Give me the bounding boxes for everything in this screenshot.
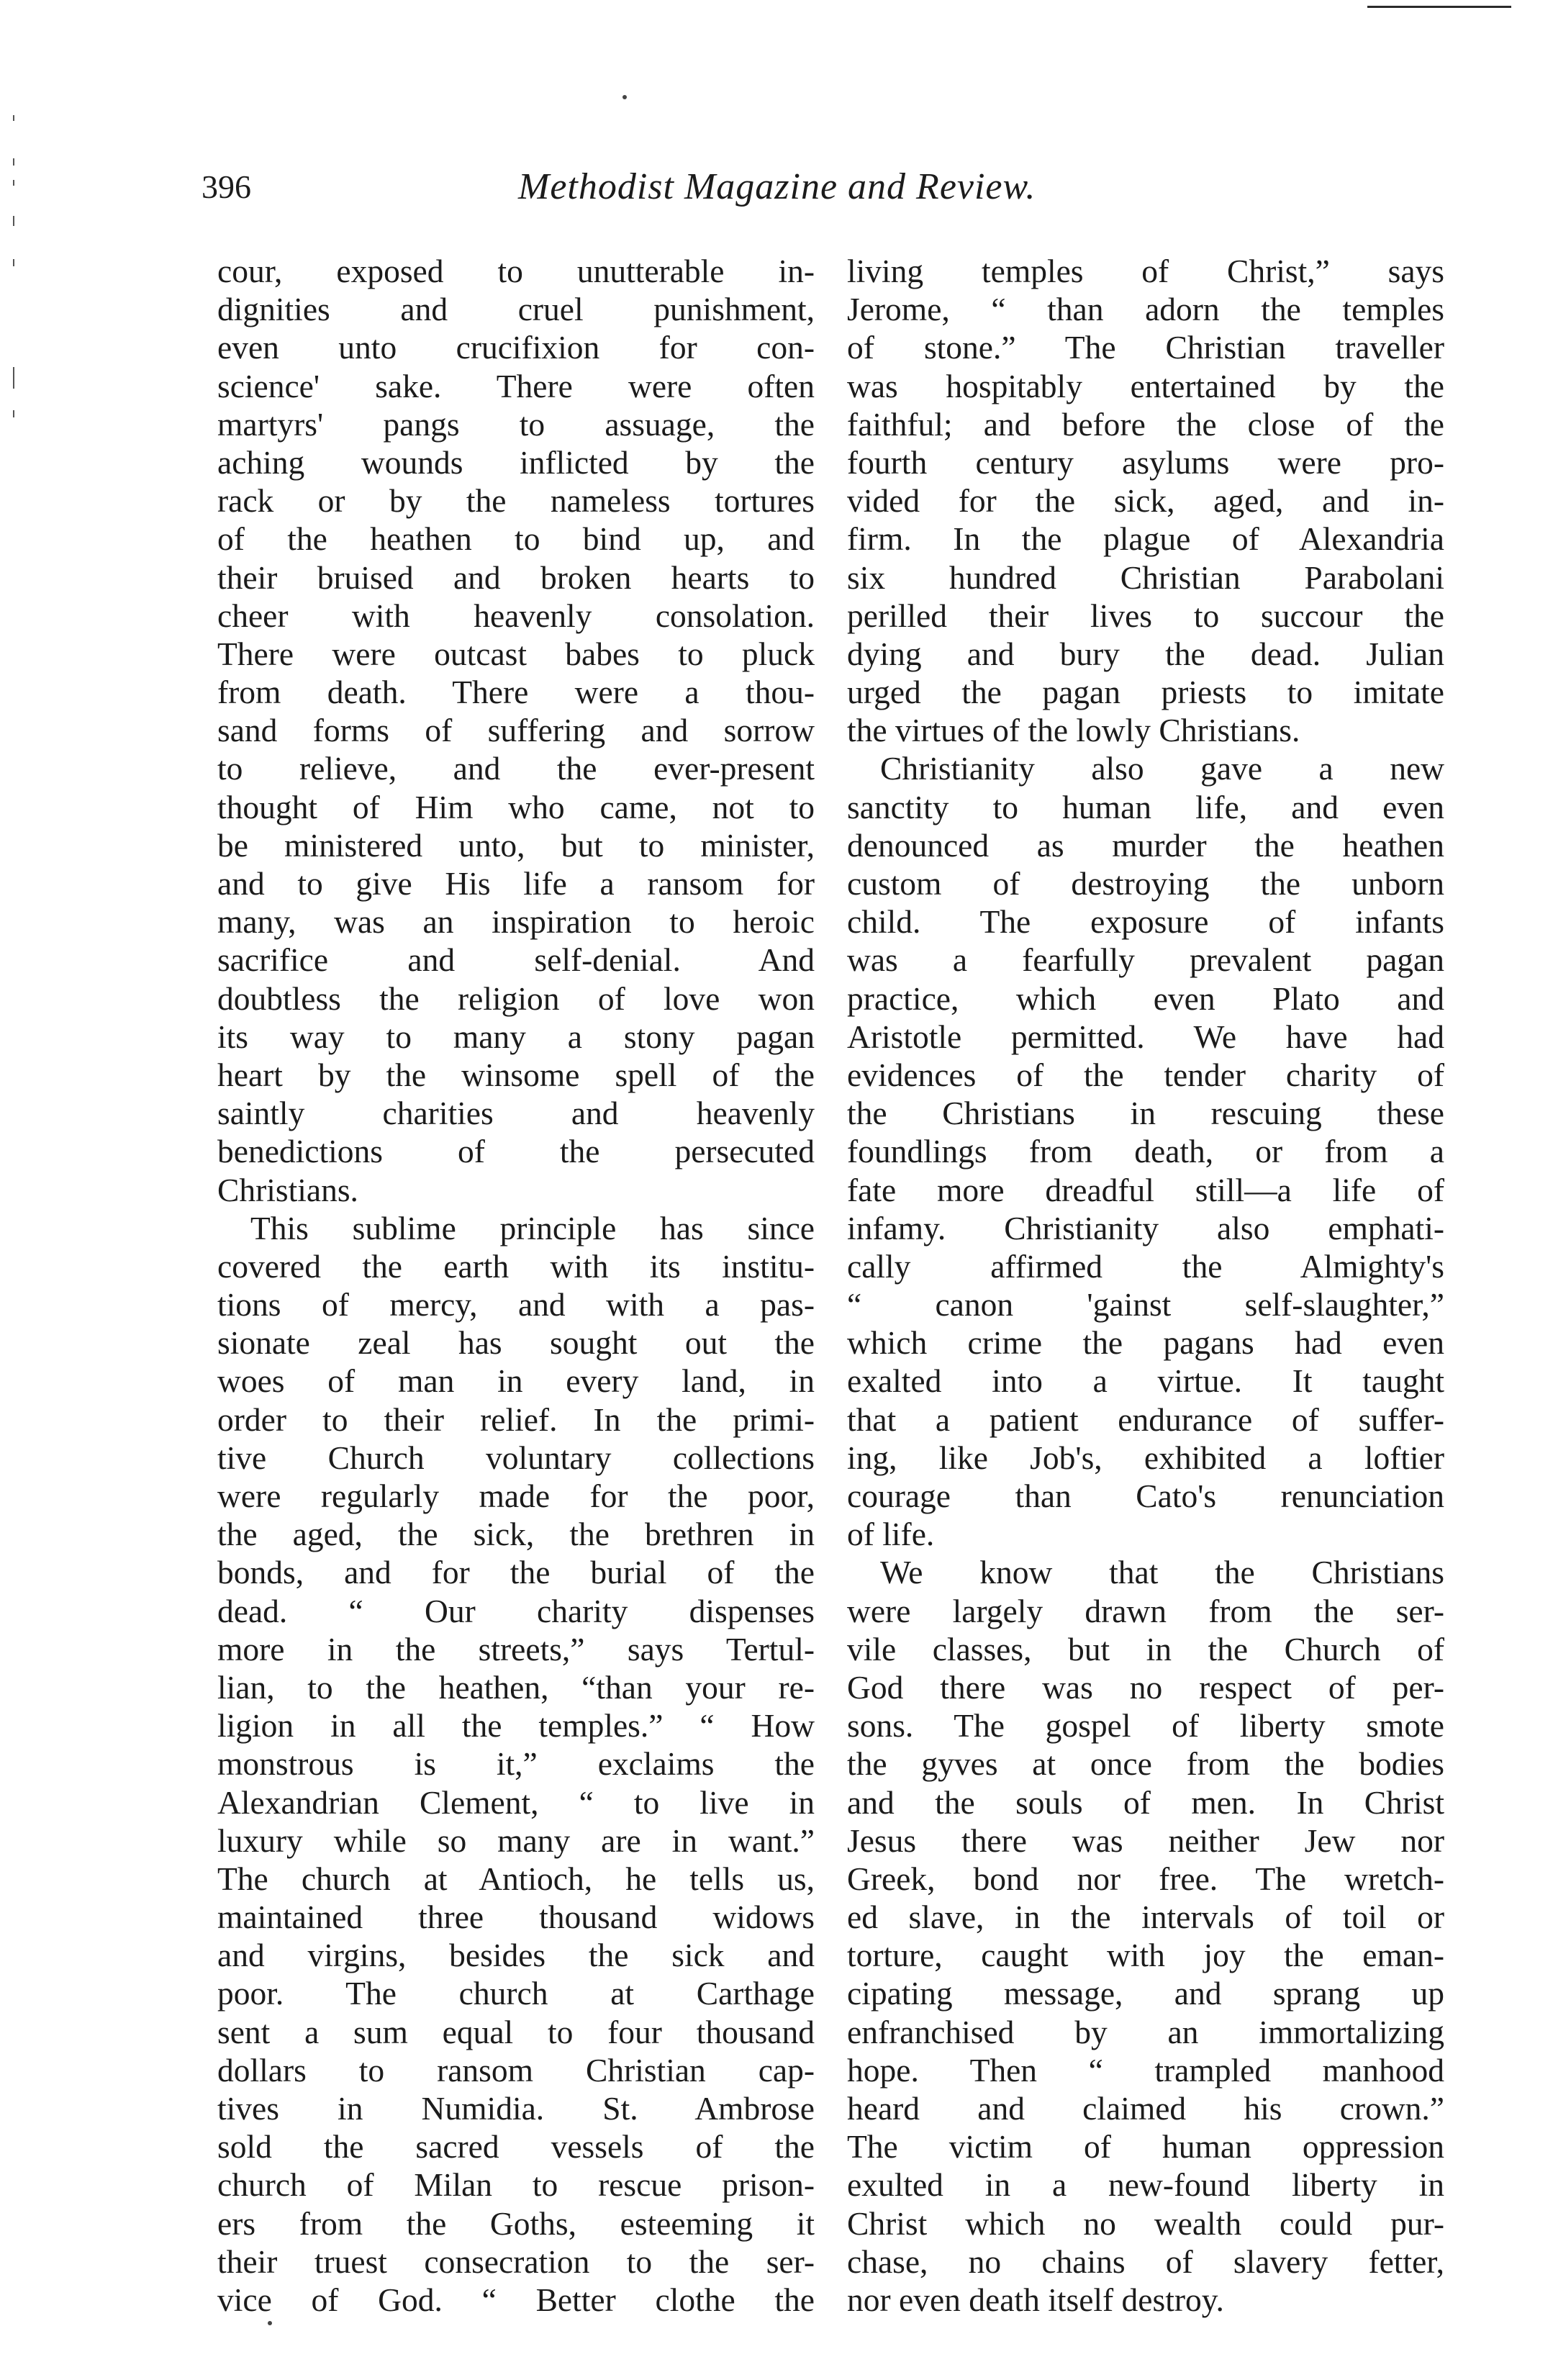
text-line: sons. The gospel of liberty smote [847, 1707, 1444, 1745]
text-line: Christ which no wealth could pur- [847, 2204, 1444, 2242]
text-line: was a fearfully prevalent pagan [847, 941, 1444, 979]
text-line: saintly charities and heavenly [217, 1095, 815, 1132]
text-line: were largely drawn from the ser- [847, 1592, 1444, 1629]
text-line: vice of God. “ Better clothe the [217, 2281, 815, 2318]
text-line: their truest consecration to the ser- [217, 2243, 815, 2280]
text-line: that a patient endurance of suffer- [847, 1401, 1444, 1438]
text-line: Jesus there was neither Jew nor [847, 1822, 1444, 1859]
text-line: of life. [847, 1516, 935, 1553]
text-line: of the heathen to bind up, and [217, 520, 815, 558]
text-line: tive Church voluntary collections [217, 1439, 815, 1476]
text-line: tives in Numidia. St. Ambrose [217, 2090, 815, 2127]
margin-mark [13, 180, 14, 186]
text-line: and virgins, besides the sick and [217, 1937, 815, 1974]
text-line: practice, which even Plato and [847, 979, 1444, 1017]
text-line: dead. “ Our charity dispenses [217, 1592, 815, 1629]
text-line: doubtless the religion of love won [217, 979, 815, 1017]
text-line: Greek, bond nor free. The wretch- [847, 1860, 1444, 1897]
margin-mark [13, 158, 14, 166]
text-line: cally affirmed the Almighty's [847, 1247, 1444, 1285]
text-line: sold the sacred vessels of the [217, 2128, 815, 2166]
text-line: be ministered unto, but to minister, [217, 826, 815, 864]
text-line: sacrifice and self-denial. And [217, 941, 815, 979]
text-line: child. The exposure of infants [847, 903, 1444, 941]
speck-mark [268, 2321, 272, 2325]
text-line: vile classes, but in the Church of [847, 1630, 1444, 1668]
text-line: ed slave, in the intervals of toil or [847, 1899, 1444, 1936]
text-line: denounced as murder the heathen [847, 826, 1444, 864]
margin-mark [13, 115, 14, 121]
text-line: its way to many a stony pagan [217, 1018, 815, 1055]
text-line: cour, exposed to unutterable in- [217, 253, 815, 289]
text-line: six hundred Christian Parabolani [847, 558, 1444, 596]
text-line: firm. In the plague of Alexandria [847, 520, 1444, 558]
text-line: torture, caught with joy the eman- [847, 1937, 1444, 1974]
text-line: urged the pagan priests to imitate [847, 674, 1444, 711]
text-line: were regularly made for the poor, [217, 1478, 815, 1514]
text-line: more in the streets,” says Tertul- [217, 1630, 815, 1668]
text-line: Alexandrian Clement, “ to live in [217, 1783, 815, 1821]
speck-mark [622, 95, 627, 99]
text-line: the Christians in rescuing these [847, 1095, 1444, 1132]
text-line: sent a sum equal to four thousand [217, 2013, 815, 2050]
page-header [202, 158, 1360, 216]
margin-marks [10, 108, 19, 324]
text-line: aching wounds inflicted by the [217, 443, 815, 481]
text-line: evidences of the tender charity of [847, 1056, 1444, 1093]
text-line: living temples of Christ,” says [847, 253, 1444, 289]
margin-mark [13, 259, 14, 266]
text-line: The victim of human oppression [847, 2128, 1444, 2166]
text-line: their bruised and broken hearts to [217, 558, 815, 596]
text-line: hope. Then “ trampled manhood [847, 2051, 1444, 2089]
text-line: fate more dreadful still—a life of [847, 1171, 1444, 1208]
text-line: to relieve, and the ever-present [217, 750, 815, 787]
text-line: luxury while so many are in want.” [217, 1822, 815, 1859]
text-line: heart by the winsome spell of the [217, 1056, 815, 1093]
text-line: enfranchised by an immortalizing [847, 2013, 1444, 2050]
text-line: The church at Antioch, he tells us, [217, 1860, 815, 1897]
text-line: vided for the sick, aged, and in- [847, 482, 1444, 520]
text-line: cipating message, and sprang up [847, 1975, 1444, 2012]
text-line: science' sake. There were often [217, 367, 815, 404]
text-line: Aristotle permitted. We have had [847, 1018, 1444, 1055]
text-line: chase, no chains of slavery fetter, [847, 2243, 1444, 2280]
text-line: from death. There were a thou- [217, 674, 815, 711]
text-line: woes of man in every land, in [217, 1362, 815, 1400]
text-line: sionate zeal has sought out the [217, 1324, 815, 1362]
page-number: 396 [202, 168, 251, 205]
text-line: foundlings from death, or from a [847, 1133, 1444, 1170]
text-line: and to give His life a ransom for [217, 865, 815, 902]
text-line: the aged, the sick, the brethren in [217, 1516, 815, 1553]
text-line: monstrous is it,” exclaims the [217, 1745, 815, 1783]
text-line: lian, to the heathen, “than your re- [217, 1668, 815, 1706]
text-line: tions of mercy, and with a pas- [217, 1286, 815, 1324]
text-line: exalted into a virtue. It taught [847, 1362, 1444, 1400]
text-line: Jerome, “ than adorn the temples [847, 291, 1444, 328]
running-head: Methodist Magazine and Review. [518, 166, 1036, 207]
text-line: martyrs' pangs to assuage, the [217, 405, 815, 443]
text-line: dollars to ransom Christian cap- [217, 2051, 815, 2089]
text-line: courage than Cato's renunciation [847, 1478, 1444, 1514]
text-line: rack or by the nameless tortures [217, 482, 815, 520]
margin-mark [13, 216, 14, 226]
text-line: “ canon 'gainst self-slaughter,” [847, 1286, 1444, 1324]
text-line: nor even death itself destroy. [847, 2281, 1224, 2318]
text-line: the virtues of the lowly Christians. [847, 712, 1300, 749]
text-line: maintained three thousand widows [217, 1899, 815, 1936]
margin-mark [13, 367, 14, 389]
text-line: ligion in all the temples.” “ How [217, 1707, 815, 1745]
text-line: God there was no respect of per- [847, 1668, 1444, 1706]
text-line: cheer with heavenly consolation. [217, 597, 815, 634]
text-line: many, was an inspiration to heroic [217, 903, 815, 941]
text-line: dying and bury the dead. Julian [847, 635, 1444, 672]
text-line: faithful; and before the close of the [847, 405, 1444, 443]
text-line: infamy. Christianity also emphati- [847, 1209, 1444, 1246]
text-line: This sublime principle has since [250, 1209, 815, 1246]
text-line: and the souls of men. In Christ [847, 1783, 1444, 1821]
text-line: There were outcast babes to pluck [217, 635, 815, 672]
text-line: benedictions of the persecuted [217, 1133, 815, 1170]
text-line: heard and claimed his crown.” [847, 2090, 1444, 2127]
text-line: ers from the Goths, esteeming it [217, 2204, 815, 2242]
text-line: poor. The church at Carthage [217, 1975, 815, 2012]
text-line: thought of Him who came, not to [217, 788, 815, 825]
text-line: We know that the Christians [880, 1554, 1444, 1591]
text-line: sand forms of suffering and sorrow [217, 712, 815, 749]
text-line: bonds, and for the burial of the [217, 1554, 815, 1591]
text-line: the gyves at once from the bodies [847, 1745, 1444, 1783]
text-line: covered the earth with its institu- [217, 1247, 815, 1285]
text-line: order to their relief. In the primi- [217, 1401, 815, 1438]
left-text-column [217, 252, 815, 2319]
text-line: sanctity to human life, and even [847, 788, 1444, 825]
margin-mark [13, 410, 14, 417]
text-line: even unto crucifixion for con- [217, 329, 815, 366]
right-text-column [847, 252, 1444, 2319]
text-line: of stone.” The Christian traveller [847, 329, 1444, 366]
text-line: Christianity also gave a new [880, 750, 1444, 787]
text-line: Christians. [217, 1171, 358, 1208]
top-edge-rule [1367, 6, 1511, 8]
text-line: fourth century asylums were pro- [847, 443, 1444, 481]
text-line: church of Milan to rescue prison- [217, 2166, 815, 2204]
text-line: ing, like Job's, exhibited a loftier [847, 1439, 1444, 1476]
text-line: dignities and cruel punishment, [217, 291, 815, 328]
text-line: custom of destroying the unborn [847, 865, 1444, 902]
text-line: which crime the pagans had even [847, 1324, 1444, 1362]
text-line: exulted in a new-found liberty in [847, 2166, 1444, 2204]
text-line: perilled their lives to succour the [847, 597, 1444, 634]
text-line: was hospitably entertained by the [847, 367, 1444, 404]
